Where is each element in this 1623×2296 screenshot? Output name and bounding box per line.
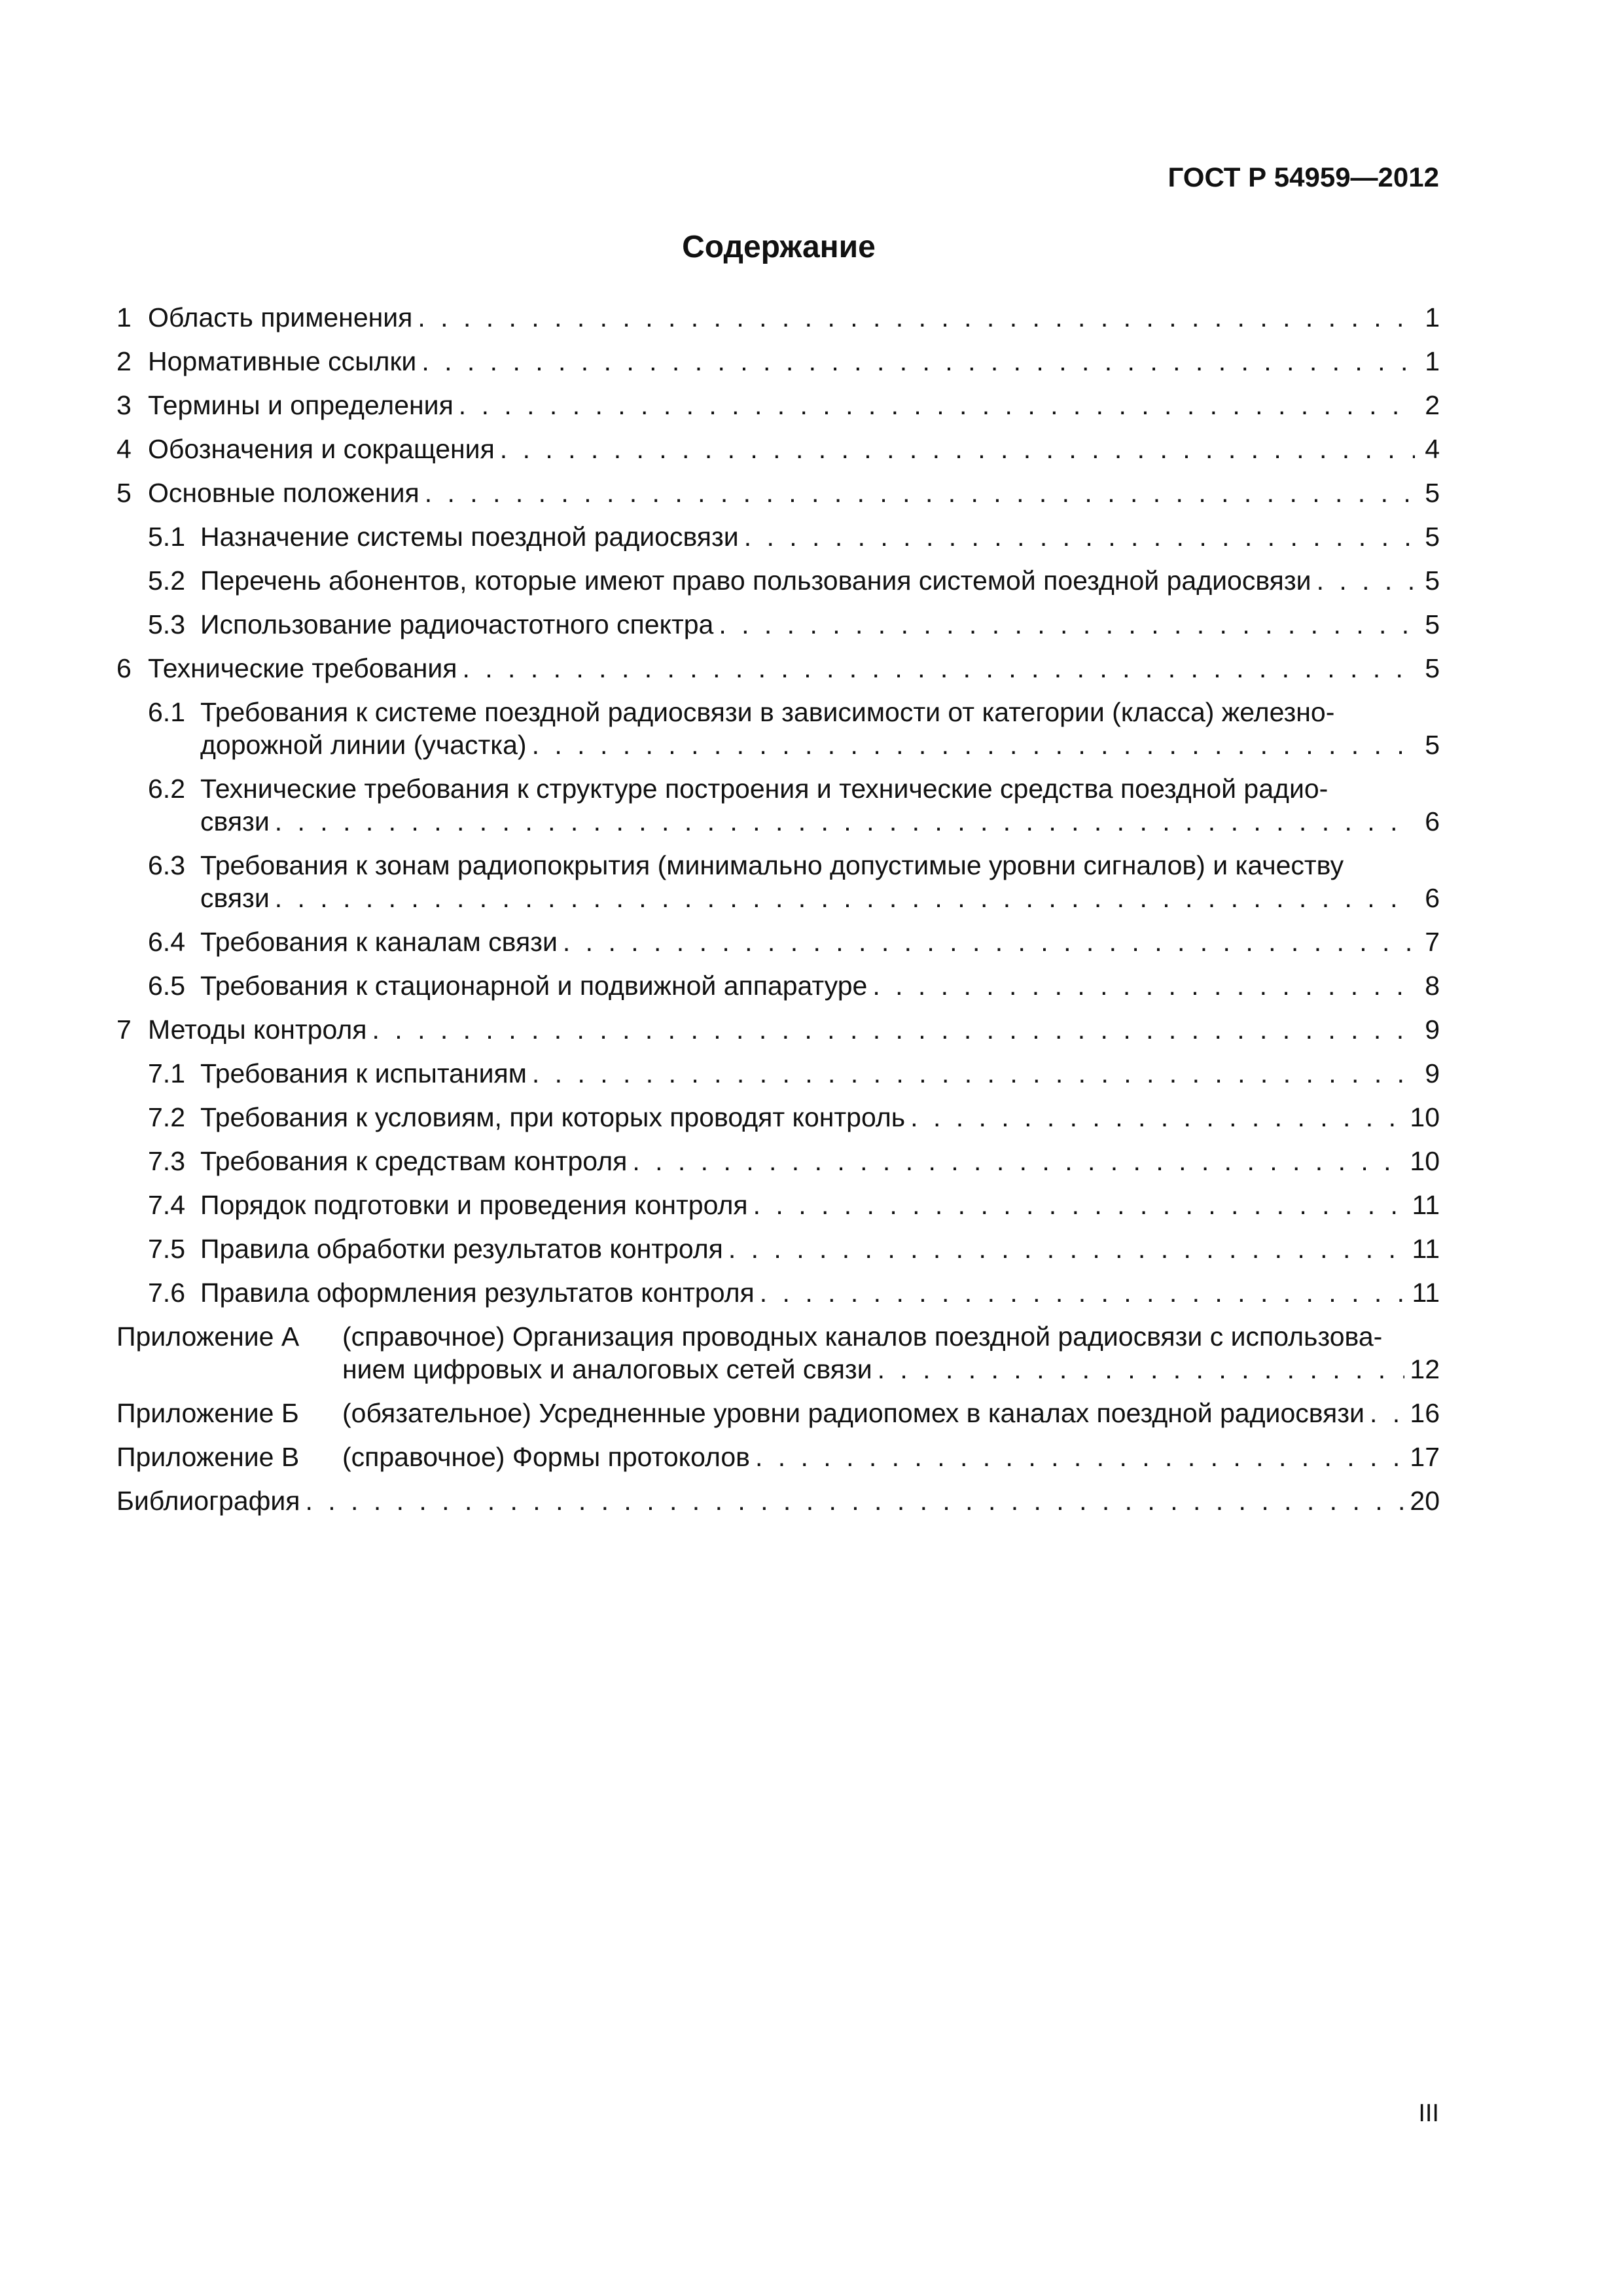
toc-entry[interactable] [116, 925, 1440, 958]
toc-entry-page: 5 [1425, 522, 1440, 552]
toc-entry[interactable] [116, 1276, 1440, 1309]
toc-entry-title: Обозначения и сокращения [148, 434, 495, 464]
toc-entry-page: 11 [1412, 1190, 1440, 1220]
dot-leader [719, 608, 1415, 641]
toc-entry-number: 1 [116, 302, 132, 332]
toc-entry-title: Нормативные ссылки [148, 346, 417, 376]
toc-entry-title: Назначение системы поездной радиосвязи [200, 522, 739, 552]
toc-entry-title: Перечень абонентов, которые имеют право пользования системой поездной радиосвязи [200, 565, 1311, 596]
dot-leader [500, 433, 1415, 465]
toc-entry-page: 9 [1425, 1058, 1440, 1088]
toc-entry-page: 5 [1425, 609, 1440, 639]
toc-entry[interactable] [116, 608, 1440, 641]
toc-entry-number: 5.1 [148, 522, 185, 552]
toc-entry-title: Область применения [148, 302, 413, 332]
toc-entry-title: Термины и определения [148, 390, 454, 420]
toc-entry-number: Приложение Б [116, 1398, 299, 1428]
toc-entry[interactable] [116, 520, 1440, 553]
dot-leader [744, 520, 1415, 553]
toc-entry-page: 16 [1410, 1398, 1440, 1428]
toc-entry[interactable] [116, 1013, 1440, 1046]
toc-entry-page: 1 [1425, 302, 1440, 332]
toc-entry-number: 6.2 [148, 774, 185, 804]
dot-leader [563, 925, 1415, 958]
dot-leader [462, 652, 1415, 685]
toc-entry-page: 6 [1425, 806, 1440, 836]
document-code: ГОСТ Р 54959—2012 [1168, 162, 1439, 192]
toc-entry-page: 12 [1410, 1354, 1440, 1384]
toc-entry-number: 2 [116, 346, 132, 376]
dot-leader [459, 389, 1415, 422]
toc-entry-title: Требования к условиям, при которых проводят контроль [200, 1102, 906, 1132]
page-number: III [1418, 2100, 1439, 2127]
toc-entry-page: 2 [1425, 390, 1440, 420]
dot-leader [532, 728, 1415, 761]
toc-entry[interactable] [116, 849, 1440, 914]
toc-entry-number: Приложение В [116, 1442, 300, 1472]
toc-entry-title: Требования к каналам связи [200, 927, 558, 957]
dot-leader [372, 1013, 1415, 1046]
toc-entry-number: 7.3 [148, 1146, 185, 1176]
toc-entry[interactable] [116, 564, 1440, 597]
table-of-contents [116, 301, 1440, 1528]
toc-entry-appendix[interactable] [116, 1441, 1440, 1473]
toc-entry[interactable] [116, 345, 1440, 378]
toc-entry-page: 5 [1425, 478, 1440, 508]
toc-entry-page: 17 [1410, 1442, 1440, 1472]
toc-entry-page: 20 [1410, 1486, 1440, 1516]
toc-entry-number: 6.5 [148, 971, 185, 1001]
toc-entry[interactable] [116, 1232, 1440, 1265]
toc-entry[interactable] [116, 1189, 1440, 1221]
dot-leader [532, 1057, 1415, 1090]
toc-entry-number: 5.2 [148, 565, 185, 596]
toc-entry-title: (справочное) Формы протоколов [342, 1442, 750, 1472]
toc-entry-title: Основные положения [148, 478, 419, 508]
dot-leader [421, 345, 1415, 378]
toc-entry[interactable] [116, 476, 1440, 509]
toc-entry-appendix[interactable] [116, 1397, 1440, 1429]
toc-entry-number: 7.6 [148, 1278, 185, 1308]
toc-entry-title: Правила обработки результатов контроля [200, 1234, 723, 1264]
toc-entry-title: Требования к испытаниям [200, 1058, 527, 1088]
dot-leader [760, 1276, 1407, 1309]
toc-entry-page: 7 [1425, 927, 1440, 957]
toc-entry-number: 7.2 [148, 1102, 185, 1132]
toc-entry-bibliography[interactable] [116, 1484, 1440, 1517]
dot-leader [755, 1441, 1404, 1473]
dot-leader [275, 805, 1415, 838]
dot-leader [872, 969, 1415, 1002]
toc-entry-page: 5 [1425, 730, 1440, 760]
dot-leader [728, 1232, 1407, 1265]
toc-entry-number: 6 [116, 653, 132, 683]
toc-entry-title: Порядок подготовки и проведения контроля [200, 1190, 748, 1220]
toc-entry[interactable] [116, 1057, 1440, 1090]
toc-entry-title: Требования к средствам контроля [200, 1146, 628, 1176]
toc-entry-page: 9 [1425, 1014, 1440, 1045]
toc-entry-number: 7.1 [148, 1058, 185, 1088]
dot-leader [1370, 1397, 1404, 1429]
toc-entry-number: 4 [116, 434, 132, 464]
toc-entry-page: 4 [1425, 434, 1440, 464]
toc-entry[interactable] [116, 433, 1440, 465]
toc-entry[interactable] [116, 772, 1440, 838]
toc-entry-title: Требования к зонам радиопокрытия (минимально допустимые уровни сигналов) и качеству [200, 850, 1344, 880]
toc-entry-number: Приложение А [116, 1321, 300, 1352]
dot-leader [878, 1353, 1405, 1386]
toc-entry-number: 6.3 [148, 850, 185, 880]
toc-entry-title-continued: связи [200, 883, 270, 913]
toc-entry-number: 7 [116, 1014, 132, 1045]
toc-entry-title: Требования к стационарной и подвижной аппаратуре [200, 971, 868, 1001]
toc-entry-number: 7.5 [148, 1234, 185, 1264]
dot-leader [753, 1189, 1407, 1221]
toc-entry-page: 10 [1410, 1146, 1440, 1176]
toc-entry-title: Технические требования [148, 653, 457, 683]
dot-leader [418, 301, 1415, 334]
dot-leader [910, 1101, 1404, 1134]
dot-leader [305, 1484, 1404, 1517]
toc-entry-title: Правила оформления результатов контроля [200, 1278, 755, 1308]
toc-entry[interactable] [116, 389, 1440, 422]
dot-leader [1317, 564, 1415, 597]
toc-entry-title-continued: нием цифровых и аналоговых сетей связи [342, 1354, 872, 1384]
dot-leader [275, 882, 1415, 914]
toc-entry-number: 3 [116, 390, 132, 420]
toc-heading: Содержание [682, 230, 876, 264]
toc-entry[interactable] [116, 301, 1440, 334]
toc-entry-title: Использование радиочастотного спектра [200, 609, 714, 639]
toc-entry[interactable] [116, 1101, 1440, 1134]
toc-entry-title: (справочное) Организация проводных каналов поездной радиосвязи с использова- [342, 1321, 1383, 1352]
toc-entry-page: 8 [1425, 971, 1440, 1001]
toc-entry-page: 1 [1425, 346, 1440, 376]
toc-entry-title: Требования к системе поездной радиосвязи в зависимости от категории (класса) железно- [200, 697, 1335, 727]
toc-entry-page: 6 [1425, 883, 1440, 913]
toc-entry-title-continued: связи [200, 806, 270, 836]
toc-entry-appendix[interactable] [116, 1320, 1440, 1386]
dot-leader [425, 476, 1415, 509]
toc-entry-page: 5 [1425, 653, 1440, 683]
toc-entry-title-continued: дорожной линии (участка) [200, 730, 527, 760]
dot-leader [632, 1145, 1404, 1177]
toc-entry-title: (обязательное) Усредненные уровни радиопомех в каналах поездной радиосвязи [342, 1398, 1364, 1428]
toc-entry-number: 6.1 [148, 697, 185, 727]
toc-entry[interactable] [116, 652, 1440, 685]
toc-entry-page: 11 [1412, 1234, 1440, 1264]
toc-entry-page: 5 [1425, 565, 1440, 596]
toc-entry-number: 5 [116, 478, 132, 508]
toc-entry-title: Технические требования к структуре построения и технические средства поездной радио- [200, 774, 1329, 804]
toc-entry-title: Методы контроля [148, 1014, 367, 1045]
toc-entry[interactable] [116, 969, 1440, 1002]
toc-entry[interactable] [116, 1145, 1440, 1177]
toc-entry-page: 11 [1412, 1278, 1440, 1308]
toc-entry-number: 7.4 [148, 1190, 185, 1220]
toc-entry-page: 10 [1410, 1102, 1440, 1132]
toc-entry-number: 5.3 [148, 609, 185, 639]
toc-entry-title: Библиография [116, 1486, 300, 1516]
toc-entry-number: 6.4 [148, 927, 185, 957]
toc-entry[interactable] [116, 696, 1440, 761]
